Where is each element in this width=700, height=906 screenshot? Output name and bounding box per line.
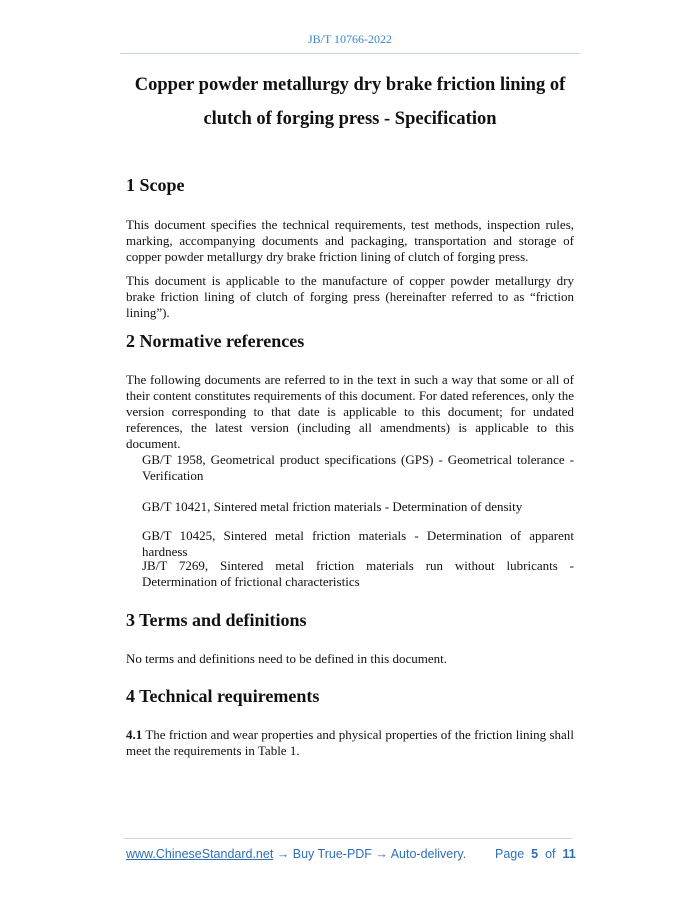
reference-item: GB/T 10421, Sintered metal friction materials - Determination of density <box>142 499 523 514</box>
website-link[interactable]: www.ChineseStandard.net <box>126 847 274 861</box>
header-doc-id: JB/T 10766-2022 <box>307 32 393 46</box>
section-heading-normative-references: 2 Normative references <box>126 331 305 351</box>
section-heading-scope: 1 Scope <box>126 175 185 195</box>
current-page: 5 <box>531 847 539 861</box>
paragraph: This document is applicable to the manufacture of copper powder metallurgy dry brake friction lining of clutch of forging press (hereinafter referred to as “friction lining”). <box>126 273 574 320</box>
clause-number: 4.1 <box>126 727 143 742</box>
of-label: of <box>545 847 556 861</box>
section-heading-technical-requirements: 4 Technical requirements <box>126 686 320 706</box>
paragraph: This document specifies the technical requirements, test methods, inspection rules, marking, accompanying documents and packaging, transportation and storage of copper powder metallurgy dry brake friction lining of clutch of forging press. <box>126 217 574 264</box>
header-divider <box>120 53 580 54</box>
footer-promo <box>126 847 466 861</box>
section-heading-terms: 3 Terms and definitions <box>126 610 307 630</box>
clause-text: The friction and wear properties and physical properties of the friction lining shall meet the requirements in Table 1. <box>126 727 574 758</box>
paragraph: No terms and definitions need to be defined in this document. <box>126 651 447 666</box>
reference-item: JB/T 7269, Sintered metal friction materials run without lubricants - Determination of frictional characteristics <box>142 558 574 589</box>
footer-divider <box>124 838 572 839</box>
reference-item: GB/T 10425, Sintered metal friction materials - Determination of apparent hardness <box>142 528 574 559</box>
reference-item: GB/T 1958, Geometrical product specifications (GPS) - Geometrical tolerance - Verification <box>142 452 574 483</box>
paragraph: The following documents are referred to in the text in such a way that some or all of their content constitutes requirements of this document. For dated references, only the version corresponding to that date is applicable to this document; for undated references, the latest version (including all amendments) is applicable to this document. <box>126 372 574 451</box>
page-indicator <box>495 847 576 861</box>
title-line-2: clutch of forging press - Specification <box>203 109 497 129</box>
clause-4-1 <box>126 727 574 759</box>
footer-promo-text: → Buy True-PDF → Auto-delivery. <box>273 847 467 861</box>
title-line-1: Copper powder metallurgy dry brake friction lining of <box>134 75 566 95</box>
page-label: Page <box>495 847 525 861</box>
total-pages: 11 <box>562 847 576 861</box>
